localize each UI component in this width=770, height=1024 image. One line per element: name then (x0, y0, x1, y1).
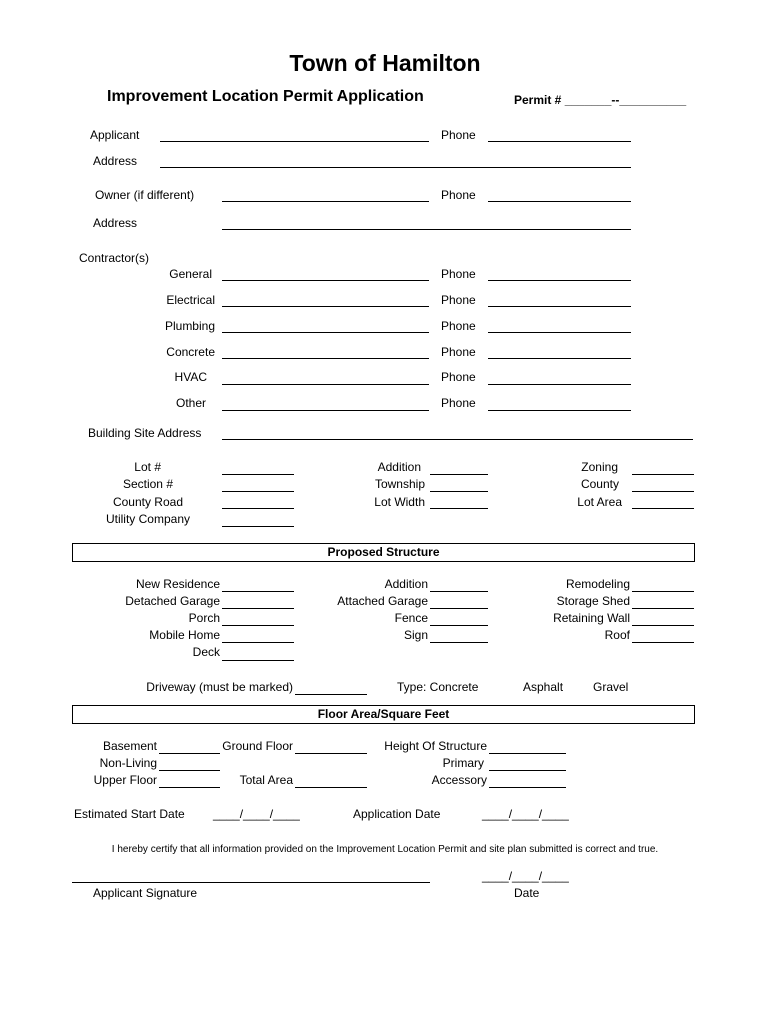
township-label: Township (374, 477, 425, 491)
other-phone-field[interactable] (488, 410, 631, 411)
applicant-address-label: Address (93, 154, 138, 168)
certification-text: I hereby certify that all information provided on the Improvement Location Permit and site plan submitted is correct and true. (111, 844, 659, 855)
signature-date-field[interactable]: ____/____/____ (482, 869, 569, 883)
form-subtitle: Improvement Location Permit Application (107, 88, 424, 105)
accessory-label: Accessory (431, 773, 487, 787)
deck-field[interactable] (222, 660, 294, 661)
height-label: Height Of Structure (384, 739, 487, 753)
electrical-label: Electrical (166, 293, 215, 307)
utility-field[interactable] (222, 526, 294, 527)
applicant-phone-label: Phone (441, 128, 476, 142)
attached-garage-label: Attached Garage (337, 594, 428, 608)
applicant-label: Applicant (90, 128, 140, 142)
hvac-field[interactable] (222, 384, 429, 385)
electrical-phone-field[interactable] (488, 306, 631, 307)
floor-area-title: Floor Area/Square Feet (317, 707, 450, 721)
primary-label: Primary (442, 756, 484, 770)
county-label: County (580, 477, 619, 491)
ground-floor-field[interactable] (295, 753, 367, 754)
retaining-wall-label: Retaining Wall (553, 611, 630, 625)
owner-label: Owner (if different) (95, 188, 195, 202)
applicant-field[interactable] (160, 141, 429, 142)
new-residence-field[interactable] (222, 591, 294, 592)
signature-label: Applicant Signature (93, 886, 198, 900)
signature-field[interactable] (72, 882, 430, 883)
lot-width-label: Lot Width (374, 495, 425, 509)
primary-field[interactable] (489, 770, 566, 771)
non-living-field[interactable] (159, 770, 220, 771)
mobile-home-label: Mobile Home (149, 628, 220, 642)
total-area-field[interactable] (295, 787, 367, 788)
general-phone-field[interactable] (488, 280, 631, 281)
plumbing-phone-field[interactable] (488, 332, 631, 333)
sign-field[interactable] (430, 642, 488, 643)
addition-label: Addition (384, 577, 428, 591)
storage-shed-label: Storage Shed (556, 594, 630, 608)
hvac-phone-field[interactable] (488, 384, 631, 385)
attached-garage-field[interactable] (430, 608, 488, 609)
applicant-phone-field[interactable] (488, 141, 631, 142)
fence-field[interactable] (430, 625, 488, 626)
permit-number-field[interactable]: Permit # _______--__________ (514, 93, 687, 107)
other-field[interactable] (222, 410, 429, 411)
section-label: Section # (122, 477, 173, 491)
county-road-field[interactable] (222, 508, 294, 509)
application-date-field[interactable]: ____/____/____ (482, 807, 569, 821)
owner-field[interactable] (222, 201, 429, 202)
general-field[interactable] (222, 280, 429, 281)
electrical-field[interactable] (222, 306, 429, 307)
building-site-field[interactable] (222, 439, 693, 440)
porch-field[interactable] (222, 625, 294, 626)
upper-floor-label: Upper Floor (93, 773, 157, 787)
basement-field[interactable] (159, 753, 220, 754)
upper-floor-field[interactable] (159, 787, 220, 788)
roof-label: Roof (604, 628, 630, 642)
mobile-home-field[interactable] (222, 642, 294, 643)
sign-label: Sign (403, 628, 428, 642)
township-field[interactable] (430, 491, 488, 492)
start-date-label: Estimated Start Date (74, 807, 185, 821)
fence-label: Fence (394, 611, 428, 625)
detached-garage-label: Detached Garage (125, 594, 220, 608)
hvac-phone-label: Phone (441, 370, 476, 384)
new-residence-label: New Residence (135, 577, 220, 591)
proposed-structure-header (72, 543, 695, 562)
height-field[interactable] (489, 753, 566, 754)
application-date-label: Application Date (353, 807, 441, 821)
driveway-label: Driveway (must be marked) (146, 680, 293, 694)
deck-label: Deck (192, 645, 220, 659)
owner-address-label: Address (93, 216, 138, 230)
contractors-label: Contractor(s) (79, 251, 150, 265)
zoning-field[interactable] (632, 474, 694, 475)
plumbing-field[interactable] (222, 332, 429, 333)
addition-field[interactable] (430, 591, 488, 592)
detached-garage-field[interactable] (222, 608, 294, 609)
driveway-field[interactable] (295, 694, 367, 695)
driveway-type-gravel[interactable]: Gravel (593, 680, 629, 694)
lot-area-field[interactable] (632, 508, 694, 509)
concrete-field[interactable] (222, 358, 429, 359)
owner-phone-label: Phone (441, 188, 476, 202)
lot-field[interactable] (222, 474, 294, 475)
other-label: Other (175, 396, 206, 410)
concrete-label: Concrete (166, 345, 215, 359)
section-field[interactable] (222, 491, 294, 492)
plumbing-label: Plumbing (164, 319, 215, 333)
general-phone-label: Phone (441, 267, 476, 281)
county-field[interactable] (632, 491, 694, 492)
plumbing-phone-label: Phone (441, 319, 476, 333)
page-title: Town of Hamilton (289, 50, 481, 76)
lot-addition-label: Addition (377, 460, 421, 474)
other-phone-label: Phone (441, 396, 476, 410)
driveway-type-concrete[interactable]: Type: Concrete (397, 680, 479, 694)
basement-label: Basement (102, 739, 157, 753)
signature-date-label: Date (514, 886, 540, 900)
county-road-label: County Road (112, 495, 183, 509)
concrete-phone-label: Phone (441, 345, 476, 359)
general-label: General (169, 267, 212, 281)
utility-label: Utility Company (105, 512, 190, 526)
zoning-label: Zoning (581, 460, 618, 474)
lot-addition-field[interactable] (430, 474, 488, 475)
total-area-label: Total Area (239, 773, 293, 787)
building-site-label: Building Site Address (88, 426, 202, 440)
driveway-type-asphalt[interactable]: Asphalt (523, 680, 564, 694)
remodeling-label: Remodeling (565, 577, 630, 591)
porch-label: Porch (188, 611, 220, 625)
applicant-address-field[interactable] (160, 167, 631, 168)
proposed-structure-title: Proposed Structure (327, 545, 440, 559)
non-living-label: Non-Living (99, 756, 157, 770)
concrete-phone-field[interactable] (488, 358, 631, 359)
lot-area-label: Lot Area (577, 495, 622, 509)
remodeling-field[interactable] (632, 591, 694, 592)
storage-shed-field[interactable] (632, 608, 694, 609)
hvac-label: HVAC (174, 370, 207, 384)
accessory-field[interactable] (489, 787, 566, 788)
electrical-phone-label: Phone (441, 293, 476, 307)
retaining-wall-field[interactable] (632, 625, 694, 626)
start-date-field[interactable]: ____/____/____ (213, 807, 300, 821)
roof-field[interactable] (632, 642, 694, 643)
owner-phone-field[interactable] (488, 201, 631, 202)
lot-label: Lot # (134, 460, 161, 474)
floor-area-header (72, 705, 695, 724)
lot-width-field[interactable] (430, 508, 488, 509)
owner-address-field[interactable] (222, 229, 631, 230)
ground-floor-label: Ground Floor (222, 739, 293, 753)
